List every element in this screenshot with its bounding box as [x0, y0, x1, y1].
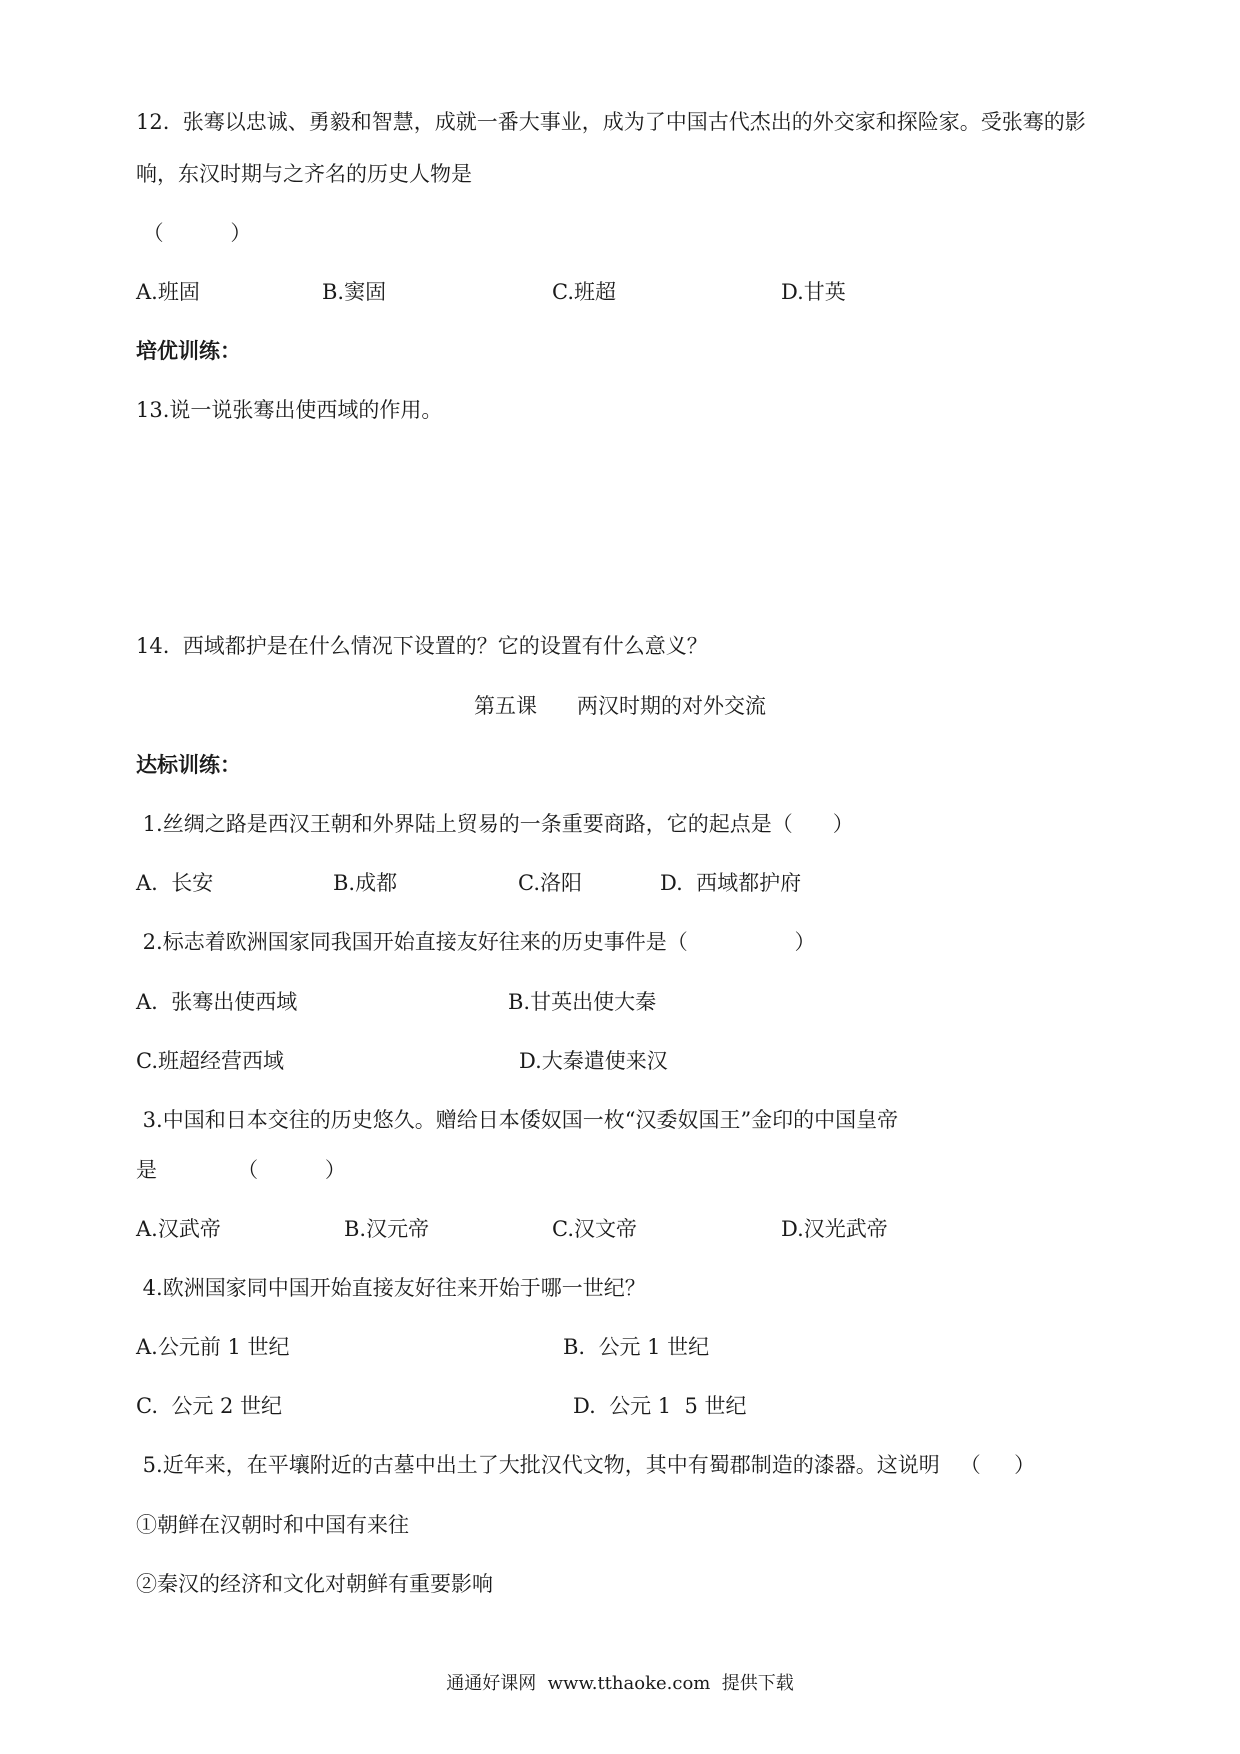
q2-option-a: A. 张骞出使西域	[136, 990, 298, 1014]
q5-text: 5.近年来，在平壤附近的古墓中出土了大批汉代文物，其中有蜀郡制造的漆器。这说明 （ ）	[136, 1453, 1036, 1477]
q12-option-c: C.班超	[552, 280, 616, 304]
q4-option-a: A.公元前 1 世纪	[136, 1335, 290, 1359]
q2-option-c: C.班超经营西域	[136, 1049, 284, 1073]
q1-option-b: B.成都	[333, 871, 398, 895]
page-footer: 通通好课网 www.tthaoke.com 提供下载	[446, 1673, 794, 1694]
q12-line1: 12. 张骞以忠诚、勇毅和智慧，成就一番大事业，成为了中国古代杰出的外交家和探险家。受张骞的影	[136, 110, 1086, 134]
q3-option-b: B.汉元帝	[344, 1217, 430, 1241]
section-heading-dabiao: 达标训练：	[136, 752, 241, 777]
q14-text: 14. 西域都护是在什么情况下设置的？它的设置有什么意义？	[136, 634, 708, 658]
q4-option-c: C. 公元 2 世纪	[136, 1394, 283, 1418]
q12-answer-paren: （ ）	[136, 221, 252, 245]
q2-option-d: D.大秦遣使来汉	[519, 1049, 668, 1073]
q12-option-d: D.甘英	[781, 280, 846, 304]
q5-item-1: ①朝鲜在汉朝时和中国有来往	[136, 1513, 409, 1537]
q3-line2: 是 （ ）	[136, 1158, 346, 1182]
q4-option-d: D. 公元 1 5 世纪	[573, 1394, 747, 1418]
q1-option-c: C.洛阳	[518, 871, 582, 895]
q3-option-c: C.汉文帝	[552, 1217, 637, 1241]
q3-line1: 3.中国和日本交往的历史悠久。赠给日本倭奴国一枚“汉委奴国王”金印的中国皇帝	[136, 1108, 899, 1132]
q3-option-d: D.汉光武帝	[781, 1217, 888, 1241]
q3-option-a: A.汉武帝	[136, 1217, 221, 1241]
q1-text: 1.丝绸之路是西汉王朝和外界陆上贸易的一条重要商路，它的起点是（ ）	[136, 812, 854, 836]
lesson-title: 第五课 两汉时期的对外交流	[473, 694, 767, 718]
q4-text: 4.欧洲国家同中国开始直接友好往来开始于哪一世纪？	[136, 1276, 646, 1300]
q13-text: 13.说一说张骞出使西域的作用。	[136, 398, 443, 422]
section-heading-peiyou: 培优训练：	[136, 338, 241, 363]
q5-item-2: ②秦汉的经济和文化对朝鲜有重要影响	[136, 1572, 493, 1596]
q2-text: 2.标志着欧洲国家同我国开始直接友好往来的历史事件是（ ）	[136, 930, 816, 954]
q12-line2: 响，东汉时期与之齐名的历史人物是	[136, 162, 472, 186]
q1-option-a: A. 长安	[136, 871, 214, 895]
q2-option-b: B.甘英出使大秦	[508, 990, 657, 1014]
q12-option-a: A.班固	[136, 280, 200, 304]
q1-option-d: D. 西域都护府	[660, 871, 802, 895]
q4-option-b: B. 公元 1 世纪	[563, 1335, 710, 1359]
q12-option-b: B.窦固	[322, 280, 387, 304]
